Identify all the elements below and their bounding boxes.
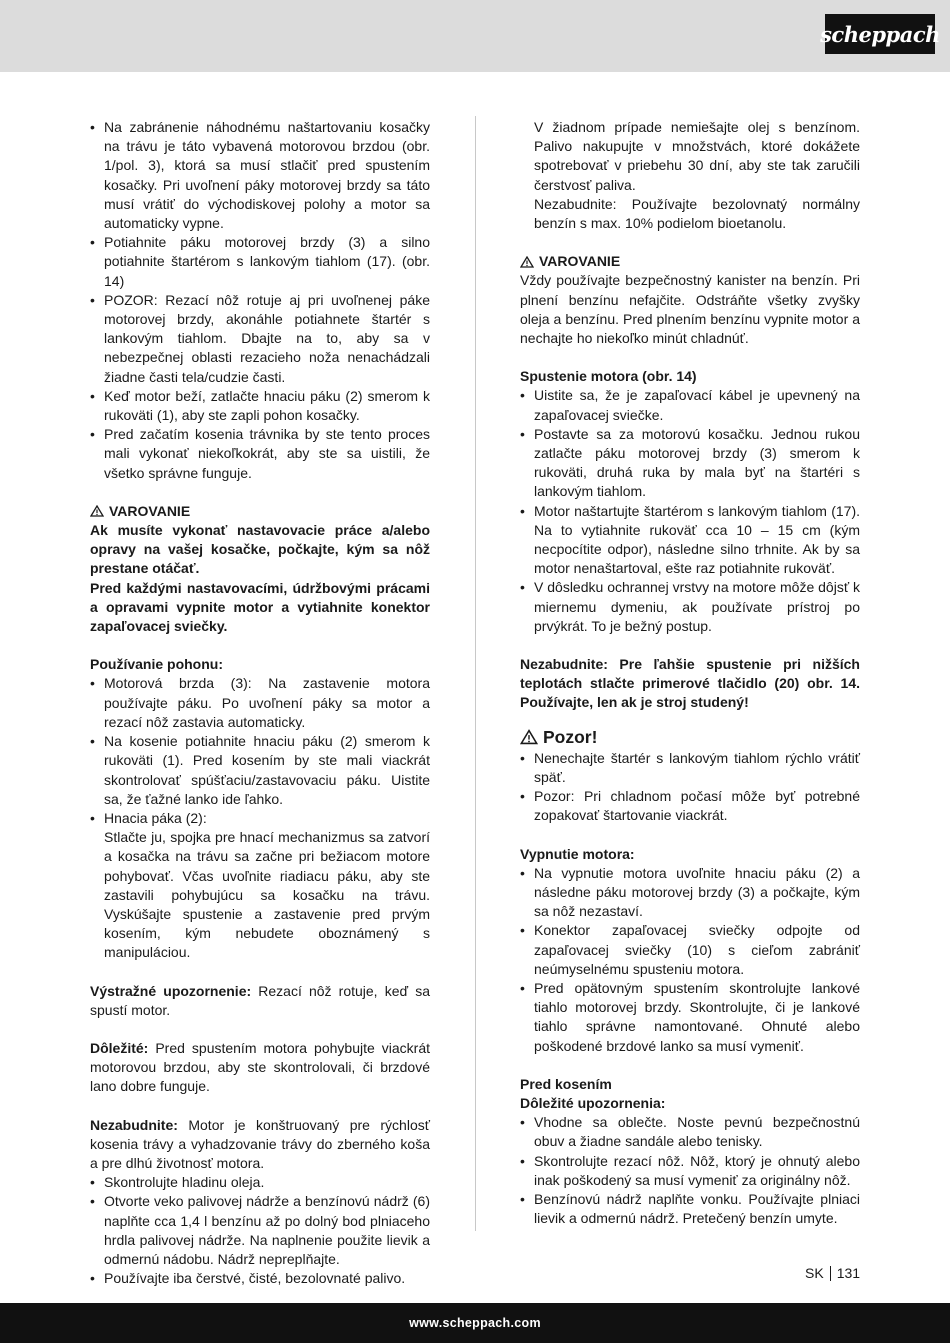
language-code: SK xyxy=(805,1265,824,1281)
fuel-list xyxy=(90,1173,430,1288)
warning-title: VAROVANIE xyxy=(539,253,621,270)
brand-logo: scheppach xyxy=(825,14,935,54)
list-item: • Motor naštartujte štartérom s lankovým tiahlom (17). Na to vytiahnite rukoväť cca 10 – 15 cm (kým necpocítite odpor), následne silno trhnite. Ak by sa motor nenaštartoval, ešte raz potiahnite rukoväť. xyxy=(520,502,860,579)
warning-triangle-icon xyxy=(520,256,534,268)
list-item-label: Hnacia páka (2): xyxy=(104,809,207,826)
page-number-value: 131 xyxy=(836,1265,861,1281)
list-item: • Skontrolujte hladinu oleja. xyxy=(90,1173,430,1192)
list-item: • Uistite sa, že je zapaľovací kábel je upevnený na zapaľovacej sviečke. xyxy=(520,386,860,424)
list-item: • Vhodne sa oblečte. Noste pevnú bezpečnostnú obuv a žiadne sandále alebo tenisky. xyxy=(520,1113,860,1151)
header-band xyxy=(0,0,950,72)
list-item-text: Stlačte ju, spojka pre hnací mechanizmus sa zatvorí a kosačka na trávu sa začne pri bežiacom motore pohybovať. Včas uvoľnite riadiacu páku, aby ste zastavili pohybujúcu sa kosačku na trávu. Vyskúšajte spustenie a zastavenie pred prvým kosením, kým nebudete oboznámený s manipuláciou. xyxy=(104,829,430,961)
section-title: Pred kosením xyxy=(520,1075,612,1092)
paragraph: Nezabudnite: Používajte bezolovnatý normálny benzín s max. 10% podielom bioetanolu. xyxy=(534,195,860,232)
right-column xyxy=(520,118,860,1228)
list-item xyxy=(90,809,430,963)
warning-heading xyxy=(520,252,860,271)
list-item: • Potiahnite páku motorovej brzdy (3) a silno potiahnite štartérom s lankovým tiahlom (17). (obr. 14) xyxy=(90,233,430,291)
important-label: Dôležité: xyxy=(90,1039,149,1056)
list-item: • Nenechajte štartér s lankovým tiahlom rýchlo vrátiť späť. xyxy=(520,749,860,787)
list-item: • V dôsledku ochrannej vrstvy na motore môže dôjsť k miernemu dymeniu, ak používate prístroj po prvýkrát. To je bežný postup. xyxy=(520,578,860,636)
warning-text: Ak musíte vykonať nastavovacie práce a/alebo opravy na vašej kosačke, počkajte, kým sa nôž prestane otáčať. xyxy=(90,522,430,577)
caution-list xyxy=(520,749,860,826)
list-item: • Otvorte veko palivovej nádrže a benzínovú nádrž (6) naplňte cca 1,4 l benzínu až po dolný bod plniaceho hrdla palivovej nádrže. Na naplnenie použite lievik a odmernú nádobu. Nádrž nepreplňajte. xyxy=(90,1192,430,1269)
section-title: Spustenie motora (obr. 14) xyxy=(520,368,697,385)
list-item: • Na zabránenie náhodnému naštartovaniu kosačky na trávu je táto vybavená motorovou brzdou (obr. 1/pol. 3), ktorá sa musí stlačiť pred spustením kosačky. Pri uvoľnení páky motorovej brzdy sa táto musí vrátiť do východiskovej polohy a motor sa automaticky vypne. xyxy=(90,118,430,233)
remember-text: Motor je konštruovaný pre rýchlosť kosenia trávy a vyhadzovanie trávy do zberného koša a pre dlhú životnosť motora. xyxy=(90,1116,430,1171)
remember-label: Nezabudnite: xyxy=(90,1116,178,1133)
stop-list xyxy=(520,864,860,1056)
paragraph xyxy=(90,982,430,1020)
mow-list xyxy=(520,1113,860,1228)
list-item: • Pred opätovným spustením skontrolujte lankové tiahlo motorovej brzdy. Skontrolujte, či je lankové tiahlo správne namontované. Ohnuté alebo poškodené brzdové lanko sa musí vymeniť. xyxy=(520,979,860,1056)
important-text: Pred spustením motora pohybujte viackrát motorovou brzdou, aby ste skontrolovali, či brzdové lano dobre funguje. xyxy=(90,1039,430,1095)
warning-text: Pred každými nastavovacími, údržbovými prácami a opravami vypnite motor a vytiahnite konektor zapaľovacej sviečky. xyxy=(90,579,430,635)
warning-triangle-icon xyxy=(90,505,104,517)
section-title: Vypnutie motora: xyxy=(520,845,635,862)
caution-title: Pozor! xyxy=(543,726,598,747)
section-title: Používanie pohonu: xyxy=(90,656,223,673)
paragraph xyxy=(90,1039,430,1097)
list-item: • Na kosenie potiahnite hnaciu páku (2) smerom k rukoväti (1). Pred kosením by ste mali viackrát skontrolovať spúšťaciu/zastavovaciu páku. Uistite sa, že ťažné lanko ide ľahko. xyxy=(90,732,430,809)
footer-bar xyxy=(0,1303,950,1343)
warning-triangle-icon xyxy=(520,729,538,745)
list-item: • Používajte iba čerstvé, čisté, bezolovnaté palivo. xyxy=(90,1269,430,1288)
column-divider xyxy=(475,116,476,1231)
list-item: • Benzínovú nádrž naplňte vonku. Používajte plniaci lievik a odmernú nádrž. Pretečený benzín umyte. xyxy=(520,1190,860,1228)
list-item: • Keď motor beží, zatlačte hnaciu páku (2) smerom k rukoväti (1), aby ste zapli pohon kosačky. xyxy=(90,387,430,425)
list-item: • POZOR: Rezací nôž rotuje aj pri uvoľnenej páke motorovej brzdy, akonáhle potiahnete štartér s lankovým tiahlom. Dbajte na to, aby sa v nebezpečnej oblasti rezacieho noža nenachádzali žiadne časti tela/cudzie časti. xyxy=(90,291,430,387)
warn-label: Výstražné upozornenie: xyxy=(90,982,252,999)
separator xyxy=(830,1266,831,1281)
list-item: • Postavte sa za motorovú kosačku. Jednou rukou zatlačte páku motorovej brzdy (3) smerom k rukoväti, druhá ruka by mala byť na štartéri s lankovým tiahlom. xyxy=(520,425,860,502)
warning-heading xyxy=(90,502,430,521)
drive-list xyxy=(90,674,430,962)
left-column xyxy=(90,118,430,1288)
page-number xyxy=(805,1265,860,1281)
cold-start-note: Nezabudnite: Pre ľahšie spustenie pri nižších teplotách stlačte primerové tlačidlo (20) obr. 14. Používajte, len ak je stroj studený! xyxy=(520,656,860,711)
list-item: • Konektor zapaľovacej sviečky odpojte od zapaľovacej sviečky (10) s cieľom zabrániť neúmyselnému spusteniu motora. xyxy=(520,921,860,979)
caution-heading xyxy=(520,725,860,749)
warning-title: VAROVANIE xyxy=(109,502,191,519)
warn-text: Rezací nôž rotuje, keď sa spustí motor. xyxy=(90,982,430,1018)
section-subtitle: Dôležité upozornenia: xyxy=(520,1094,666,1111)
footer-url[interactable]: www.scheppach.com xyxy=(409,1316,541,1330)
list-item: • Na vypnutie motora uvoľnite hnaciu páku (2) a následne páku motorovej brzdy (3) a počkajte, kým sa nôž nezastaví. xyxy=(520,864,860,922)
list-item: • Skontrolujte rezací nôž. Nôž, ktorý je ohnutý alebo inak poškodený sa musí vymeniť za originálny nôž. xyxy=(520,1152,860,1190)
list-item: • Motorová brzda (3): Na zastavenie motora používajte páku. Po uvoľnení páky sa motor a rezací nôž zastavia automaticky. xyxy=(90,674,430,732)
paragraph xyxy=(90,1116,430,1174)
start-list xyxy=(520,386,860,636)
paragraph: V žiadnom prípade nemiešajte olej s benzínom. Palivo nakupujte v množstvách, ktoré dokážete spotrebovať v priebehu 30 dní, aby ste tak zaručili čerstvosť paliva. xyxy=(534,119,860,193)
intro-list xyxy=(90,118,430,483)
list-item: • Pozor: Pri chladnom počasí môže byť potrebné zopakovať štartovanie viackrát. xyxy=(520,787,860,825)
warning-text: Vždy používajte bezpečnostný kanister na benzín. Pri plnení benzínu nefajčite. Odstráňte všetky zvyšky oleja a benzínu. Pred plnením benzínu vypnite motor a nechajte ho niekoľko minút chladnúť. xyxy=(520,272,860,347)
list-item: • Pred začatím kosenia trávnika by ste tento proces mali vykonať niekoľkokrát, aby ste sa uistili, že všetko správne funguje. xyxy=(90,425,430,483)
